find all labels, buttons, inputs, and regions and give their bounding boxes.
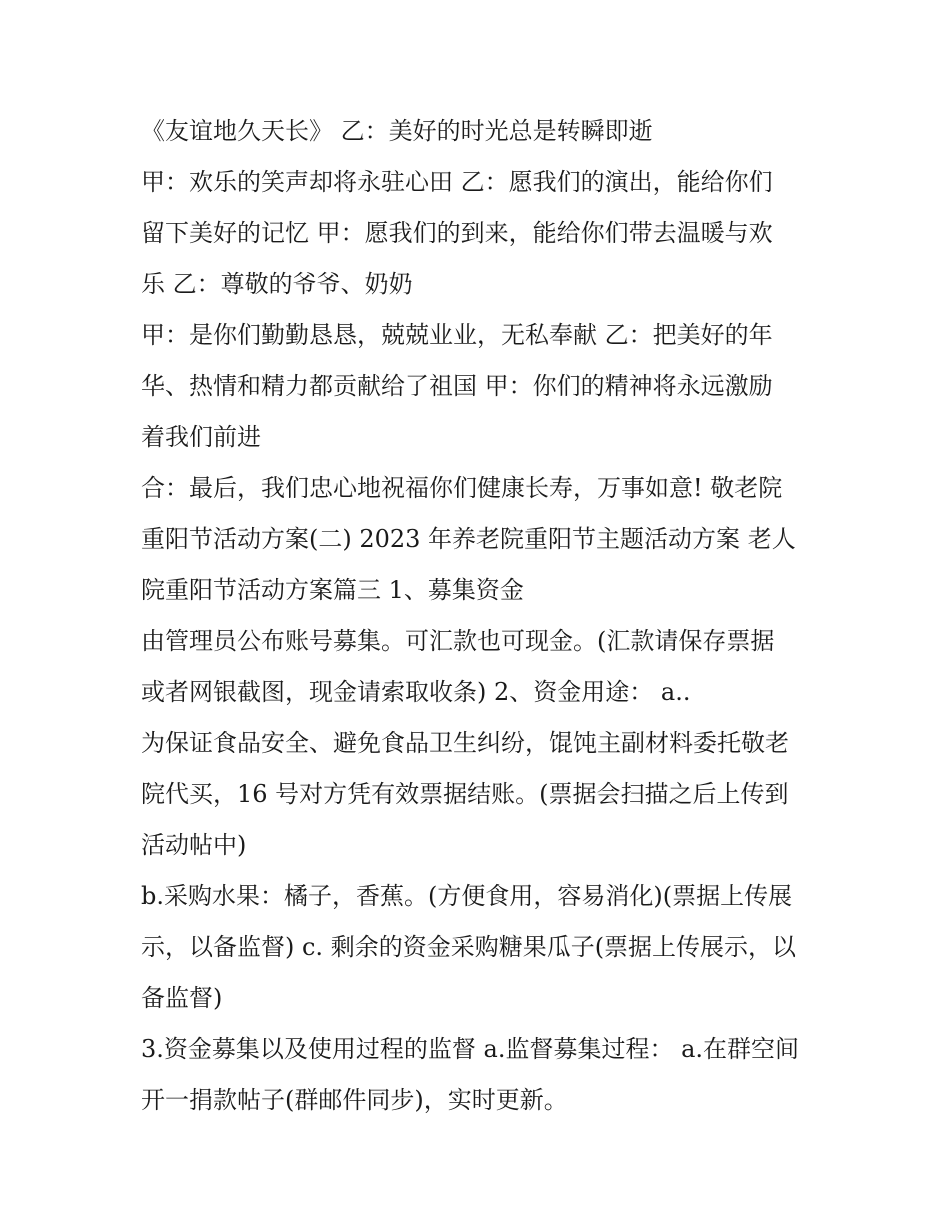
text-line: 甲：欢乐的笑声却将永驻心田 乙：愿我们的演出，能给你们: [141, 168, 773, 196]
text-line: 合：最后，我们忠心地祝福你们健康长寿，万事如意! 敬老院: [141, 474, 783, 502]
text-line: 或者网银截图，现金请索取收条) 2、资金用途： a..: [141, 678, 691, 706]
text-line: 乐 乙：尊敬的爷爷、奶奶: [141, 270, 413, 298]
text-line: 甲：是你们勤勤恳恳，兢兢业业，无私奉献 乙：把美好的年: [141, 321, 773, 349]
text-line: 开一捐款帖子(群邮件同步)，实时更新。: [141, 1086, 568, 1114]
document-body: [141, 106, 831, 1126]
text-line: 3.资金募集以及使用过程的监督 a.监督募集过程： a.在群空间: [141, 1035, 800, 1063]
text-line: 院重阳节活动方案篇三 1、募集资金: [141, 576, 524, 604]
text-line: 由管理员公布账号募集。可汇款也可现金。(汇款请保存票据: [141, 627, 775, 655]
text-line: 备监督): [141, 984, 223, 1012]
text-line: 为保证食品安全、避免食品卫生纠纷，馄饨主副材料委托敬老: [141, 729, 789, 757]
text-line: 示，以备监督) c. 剩余的资金采购糖果瓜子(票据上传展示，以: [141, 933, 797, 961]
text-line: 活动帖中): [141, 831, 247, 859]
text-line: b.采购水果：橘子，香蕉。(方便食用，容易消化)(票据上传展: [141, 882, 793, 910]
text-line: 院代买，16 号对方凭有效票据结账。(票据会扫描之后上传到: [141, 780, 789, 808]
text-line: 着我们前进: [141, 423, 261, 451]
text-line: 华、热情和精力都贡献给了祖国 甲：你们的精神将永远激励: [141, 372, 773, 400]
text-line: 《友谊地久天长》 乙：美好的时光总是转瞬即逝: [141, 117, 653, 145]
text-line: 重阳节活动方案(二) 2023 年养老院重阳节主题活动方案 老人: [141, 525, 796, 553]
text-line: 留下美好的记忆 甲：愿我们的到来，能给你们带去温暖与欢: [141, 219, 773, 247]
